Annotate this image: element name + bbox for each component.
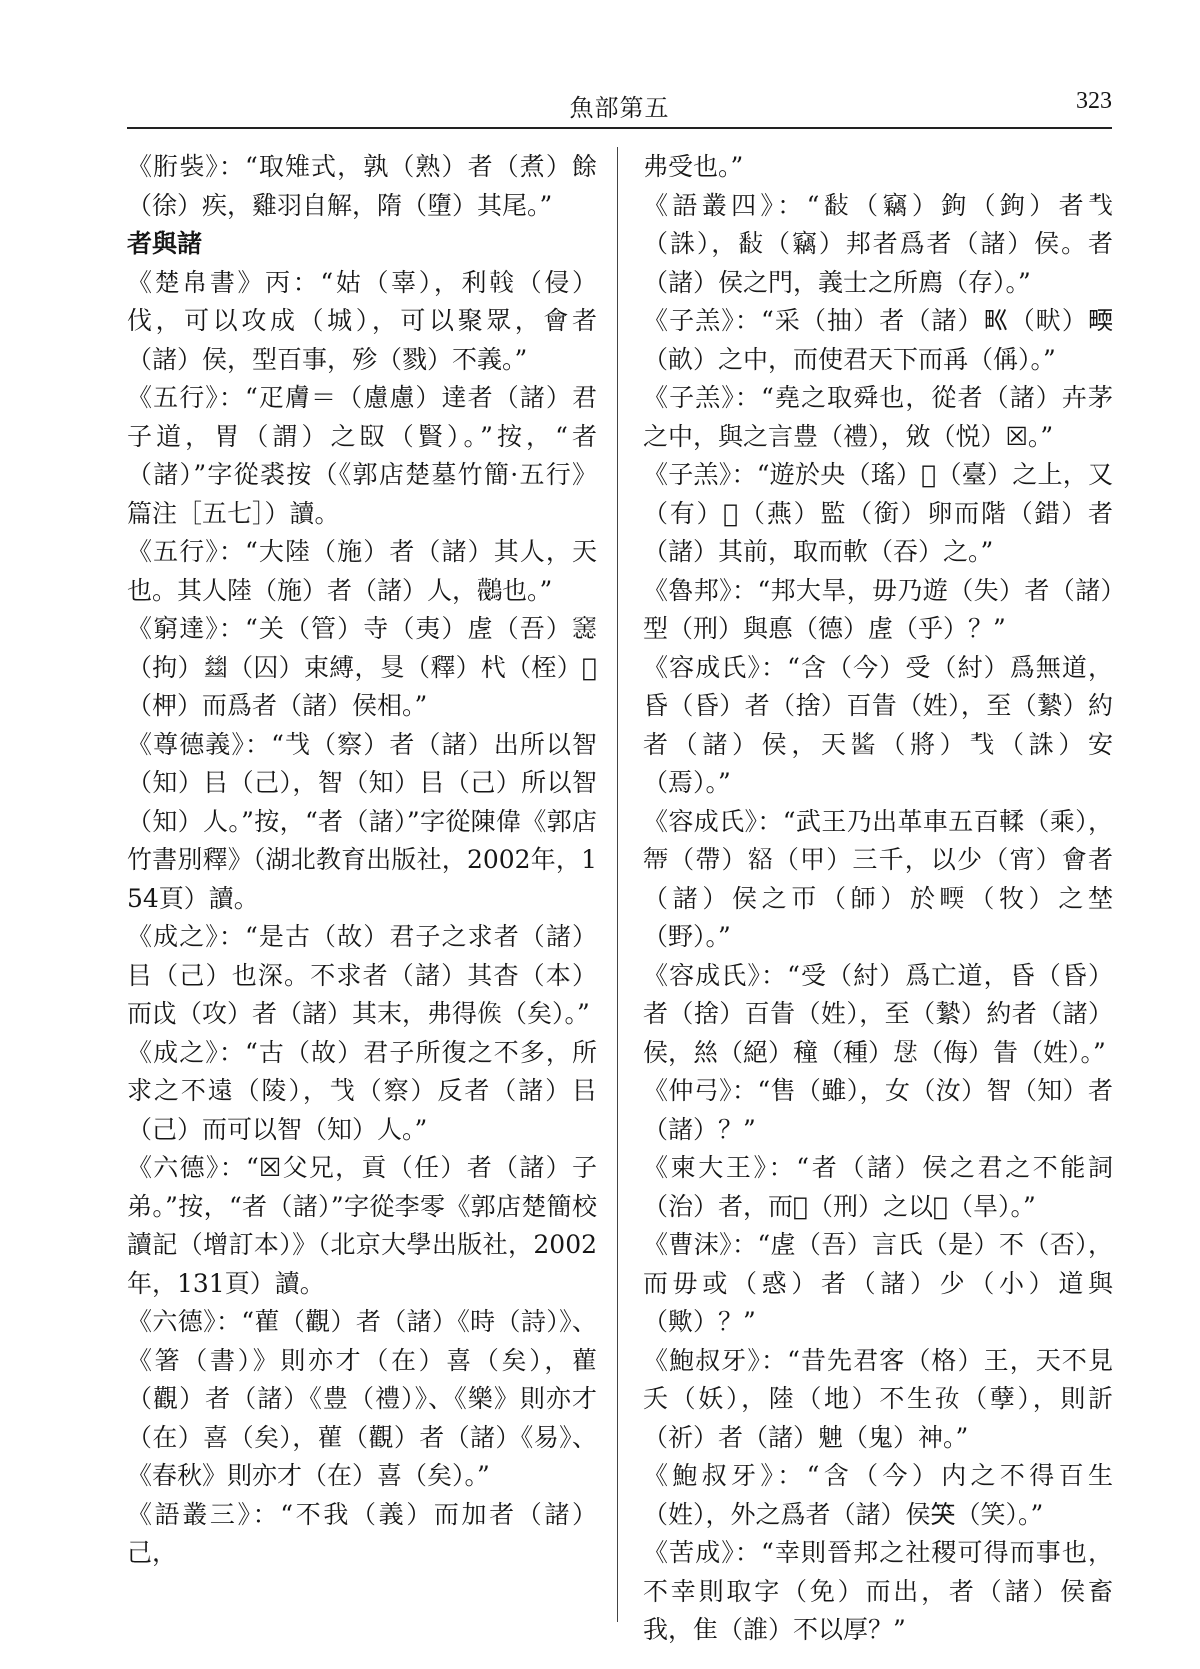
citation-entry: 《苦成》：“幸則晉邦之社稷可得而事也，不幸則取字（免）而出，者（諸）侯畜我，隹（誰）不以厚？” [643, 1538, 1113, 1644]
citation-entry: 《子羔》：“采（抽）者（諸）𤰕（畎）𤲬（畝）之中，而使君天下而爯（偁）。” [643, 306, 1113, 374]
section-title: 魚部第五 [569, 94, 670, 122]
citation-entry: 《五行》：“疋膚＝（慮慮）達者（諸）君子道，胃（謂）之臤（賢）。”按，“者（諸）”字從裘按（《郭店楚墓竹簡·五行》篇注［五七］）讀。 [127, 383, 597, 528]
citation-entry: 《六德》：“雚（觀）者（諸）《時（詩）》、《箸（書）》則亦才（在）喜（矣），雚（觀）者（諸）《豊（禮）》、《樂》則亦才（在）喜（矣），雚（觀）者（諸）《易》、《春秋》則亦才（在）喜（矣）。” [127, 1307, 597, 1490]
citation-entry: 《魯邦》：“邦大旱，毋乃遊（失）者（諸）型（刑）與悳（德）虗（乎）？” [643, 575, 1113, 643]
left-column [127, 148, 597, 1573]
citation-entry: 《語叢四》：“𢿥（竊）鉤（鉤）者𢦒（誅），𢿥（竊）邦者爲者（諸）侯。者（諸）侯之門，義士之所廌（存）。” [643, 190, 1113, 297]
citation-entry: 《柬大王》：“者（諸）侯之君之不能詞（治）者，而𦋎（刑）之以𣆟（旱）。” [643, 1153, 1113, 1221]
citation-entry: 《子羔》：“堯之取舜也，從者（諸）卉茅之中，與之言豊（禮），敓（悦）☒。” [643, 383, 1113, 451]
citation-entry: 弗受也。” [643, 152, 744, 181]
citation-entry: 《六德》：“☒父兄，貢（任）者（諸）子弟。”按，“者（諸）”字從李零《郭店楚簡校讀記（增訂本）》（北京大學出版社，2002年，131頁）讀。 [127, 1153, 597, 1298]
right-column [643, 148, 1113, 1650]
citation-entry: 《成之》：“是古（故）君子之求者（諸）㠯（己）也深。不求者（諸）其杳（本）而戉（攻）者（諸）其末，弗得𠊱（矣）。” [127, 922, 597, 1028]
citation-entry: 《楚帛書》丙：“姑（辜），利𢧢（侵）伐，可以攻成（城），可以聚眾，會者（諸）侯，型百事，殄（戮）不義。” [127, 267, 597, 374]
citation-entry: 《容成氏》：“武王乃出革車五百輮（乘），𢄔（帶）𡪞（甲）三千，以少（宵）會者（諸）侯之帀（師）於𤲬（牧）之埜（野）。” [643, 806, 1113, 951]
citation-entry: 《容成氏》：“含（今）受（紂）爲無道，昏（昏）者（捨）百眚（姓），至（縶）約者（諸）侯，天𨡓（將）𢦒（誅）安（焉）。” [643, 652, 1113, 797]
citation-entry: 《尊德義》：“𢦏（察）者（諸）出所以智（知）㠯（己），智（知）㠯（己）所以智（知）人。”按，“者（諸）”字從陳偉《郭店竹書別釋》（湖北教育出版社，2002年，154頁）讀。 [127, 729, 597, 913]
citation-entry: 《窮達》：“关（管）寺（夷）虗（吾）𥨭（拘）𢇍（囚）束縛，𠭁（釋）杙（桎）𣞤（柙）而爲者（諸）侯相。” [127, 614, 597, 720]
citation-entry: 《仲弓》：“售（雖），女（汝）智（知）者（諸）？” [643, 1076, 1113, 1144]
citation-entry: 《子羔》：“遊於央（瑤）𡍇（臺）之上，又（有）𪆳（燕）監（銜）卵而階（錯）者（諸）其前，取而軟（吞）之。” [643, 460, 1113, 566]
page-number: 323 [1076, 88, 1112, 114]
citation-entry: 《鮑叔牙》：“含（今）内之不得百生（姓），外之爲者（諸）侯𥬇（笑）。” [643, 1461, 1113, 1529]
citation-entry: 《鮑叔牙》：“昔先君客（格）王，天不見夭（妖），陸（地）不生𡥃（孽），則訢（祈）者（諸）䰠（鬼）神。” [643, 1345, 1113, 1452]
citation-entry: 《曹沫》：“虗（吾）言氏（是）不（否），而毋或（惑）者（諸）少（小）道與（歟）？” [643, 1230, 1113, 1336]
header-rule [127, 127, 1112, 129]
citation-entry: 《胻𧙁》：“取雉式，孰（熟）者（煮）餘（徐）疾，雞羽自解，隋（墮）其尾。” [127, 152, 597, 220]
running-header [127, 84, 1112, 128]
citation-entry: 《語叢三》：“不我（義）而加者（諸）己， [127, 1499, 597, 1567]
section-subheading: 者與諸 [127, 229, 203, 258]
citation-entry: 《容成氏》：“受（紂）爲亡道，昏（昏）者（捨）百眚（姓），至（縶）約者（諸）侯，𢇁（絕）穜（種）𢘓（侮）眚（姓）。” [643, 960, 1113, 1067]
column-divider [617, 147, 618, 1622]
citation-entry: 《成之》：“古（故）君子所復之不多，所求之不遠（陵），𢦏（察）反者（諸）㠯（己）而可以智（知）人。” [127, 1037, 597, 1144]
citation-entry: 《五行》：“大陸（施）者（諸）其人，天也。其人陸（施）者（諸）人，𪈛也。” [127, 537, 597, 605]
